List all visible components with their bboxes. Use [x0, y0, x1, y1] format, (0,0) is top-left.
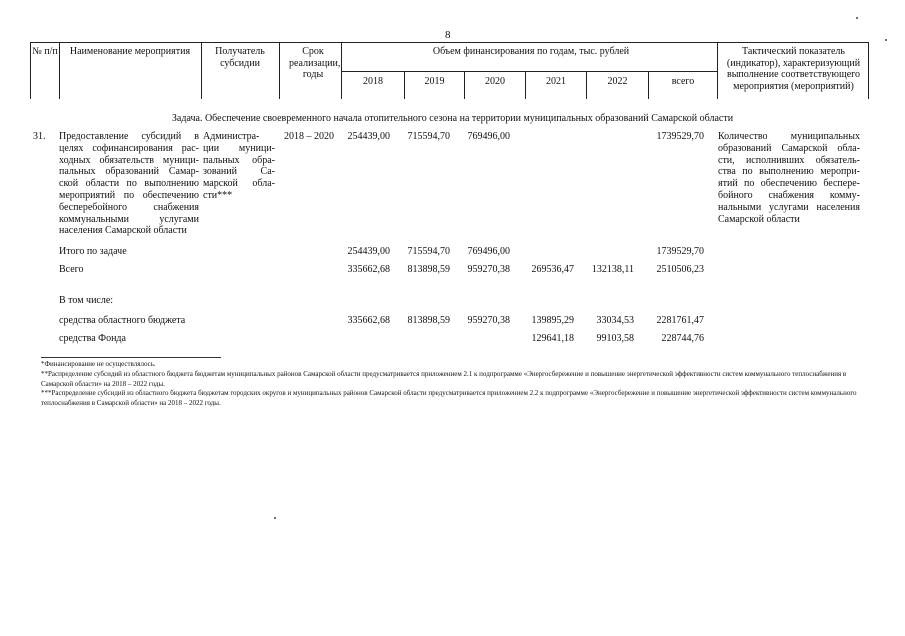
header-year-2022: 2022: [607, 76, 628, 87]
regional-budget-2019: 813898,59: [407, 315, 450, 326]
header-funding: Объем финансирования по годам, тыс. рублей: [432, 46, 630, 57]
row-31-indicator: Количество муниципальных образований Самарской обла- сти, исполнивших обязатель- ства по выполнению меропри- ятий по обеспечению беспере- бойного снабжения комму- нальными услугами населения Самарской области: [718, 131, 860, 225]
grand-total-label: Всего: [59, 264, 84, 275]
total-task-total: 1739529,70: [656, 246, 704, 257]
regional-budget-2022: 33034,53: [596, 315, 634, 326]
footnote-2: **Распределение субсидий из областного бюджета бюджетам муниципальных районов Самарской области предусматривается приложением 2.1 к подпрограмме «Энергосбережение и повышение энергетической эффективности систем коммунального теплоснабжения в Самарской области» на 2018 – 2022 годы.: [41, 370, 847, 388]
total-task-2018: 254439,00: [347, 246, 390, 257]
total-task-2019: 715594,70: [407, 246, 450, 257]
regional-budget-total: 2281761,47: [656, 315, 704, 326]
scan-speck: [885, 39, 887, 41]
header-total: всего: [671, 76, 695, 87]
page-number: 8: [445, 29, 451, 41]
row-31-num: 31.: [33, 131, 46, 142]
scan-speck: [274, 517, 276, 519]
scan-speck: [856, 17, 858, 19]
header-year-2021: 2021: [546, 76, 566, 87]
grand-total-total: 2510506,23: [656, 264, 704, 275]
footnote-3: ***Распределение субсидий из областного бюджета бюджетам городских округов и муниципальных районов Самарской области предусматривается приложением 2.2 к подпрограмме «Энергосбережение и повышение энергетической эффективности систем коммунального теплоснабжения в Самарской области» на 2018 – 2022 годы.: [41, 389, 857, 407]
regional-budget-2018: 335662,68: [347, 315, 390, 326]
fund-label: средства Фонда: [59, 333, 126, 344]
row-31-2019: 715594,70: [407, 131, 450, 142]
task-title: Задача. Обеспечение своевременного начала отопительного сезона на территории муниципальных образований Самарской области: [171, 113, 734, 124]
row-31-recipient: Администра- ции муници- пальных обра- зований Са- марской обла- сти***: [203, 131, 275, 201]
header-period: Срок реализации, годы: [289, 46, 341, 80]
grand-total-2022: 132138,11: [591, 264, 634, 275]
fund-2021: 129641,18: [531, 333, 574, 344]
regional-budget-2021: 139895,29: [531, 315, 574, 326]
total-task-label: Итого по задаче: [59, 246, 127, 257]
grand-total-2019: 813898,59: [407, 264, 450, 275]
grand-total-2021: 269536,47: [531, 264, 574, 275]
footnote-1: *Финансирование не осуществлялось.: [41, 360, 156, 368]
row-31-total: 1739529,70: [656, 131, 704, 142]
header-recipient: Получатель субсидии: [215, 46, 265, 69]
fund-total: 228744,76: [661, 333, 704, 344]
header-indicator: Тактический показатель (индикатор), характеризующий выполнение соответствующего мероприятия (мероприятий): [726, 46, 861, 92]
footnote-divider: [41, 357, 221, 358]
header-year-2018: 2018: [363, 76, 383, 87]
header-num: № п/п: [32, 46, 58, 57]
row-31-2020: 769496,00: [467, 131, 510, 142]
fund-2022: 99103,58: [596, 333, 634, 344]
grand-total-2020: 959270,38: [467, 264, 510, 275]
grand-total-2018: 335662,68: [347, 264, 390, 275]
regional-budget-label: средства областного бюджета: [59, 315, 186, 326]
row-31-period: 2018 – 2020: [284, 131, 334, 142]
row-31-name: Предоставление субсидий в целях софинансирования рас- ходных обязательств муници- пальных образований Самар- ской области по выполнению мероприятий по обеспечению бесперебойного снабжения коммунальными услугами населения Самарской области: [59, 131, 199, 237]
header-year-2020: 2020: [485, 76, 505, 87]
header-year-2019: 2019: [424, 76, 445, 87]
total-task-2020: 769496,00: [467, 246, 510, 257]
table-header: [30, 42, 869, 99]
header-name: Наименование мероприятия: [69, 46, 191, 57]
row-31-2018: 254439,00: [347, 131, 390, 142]
including-label: В том числе:: [59, 295, 114, 306]
regional-budget-2020: 959270,38: [467, 315, 510, 326]
